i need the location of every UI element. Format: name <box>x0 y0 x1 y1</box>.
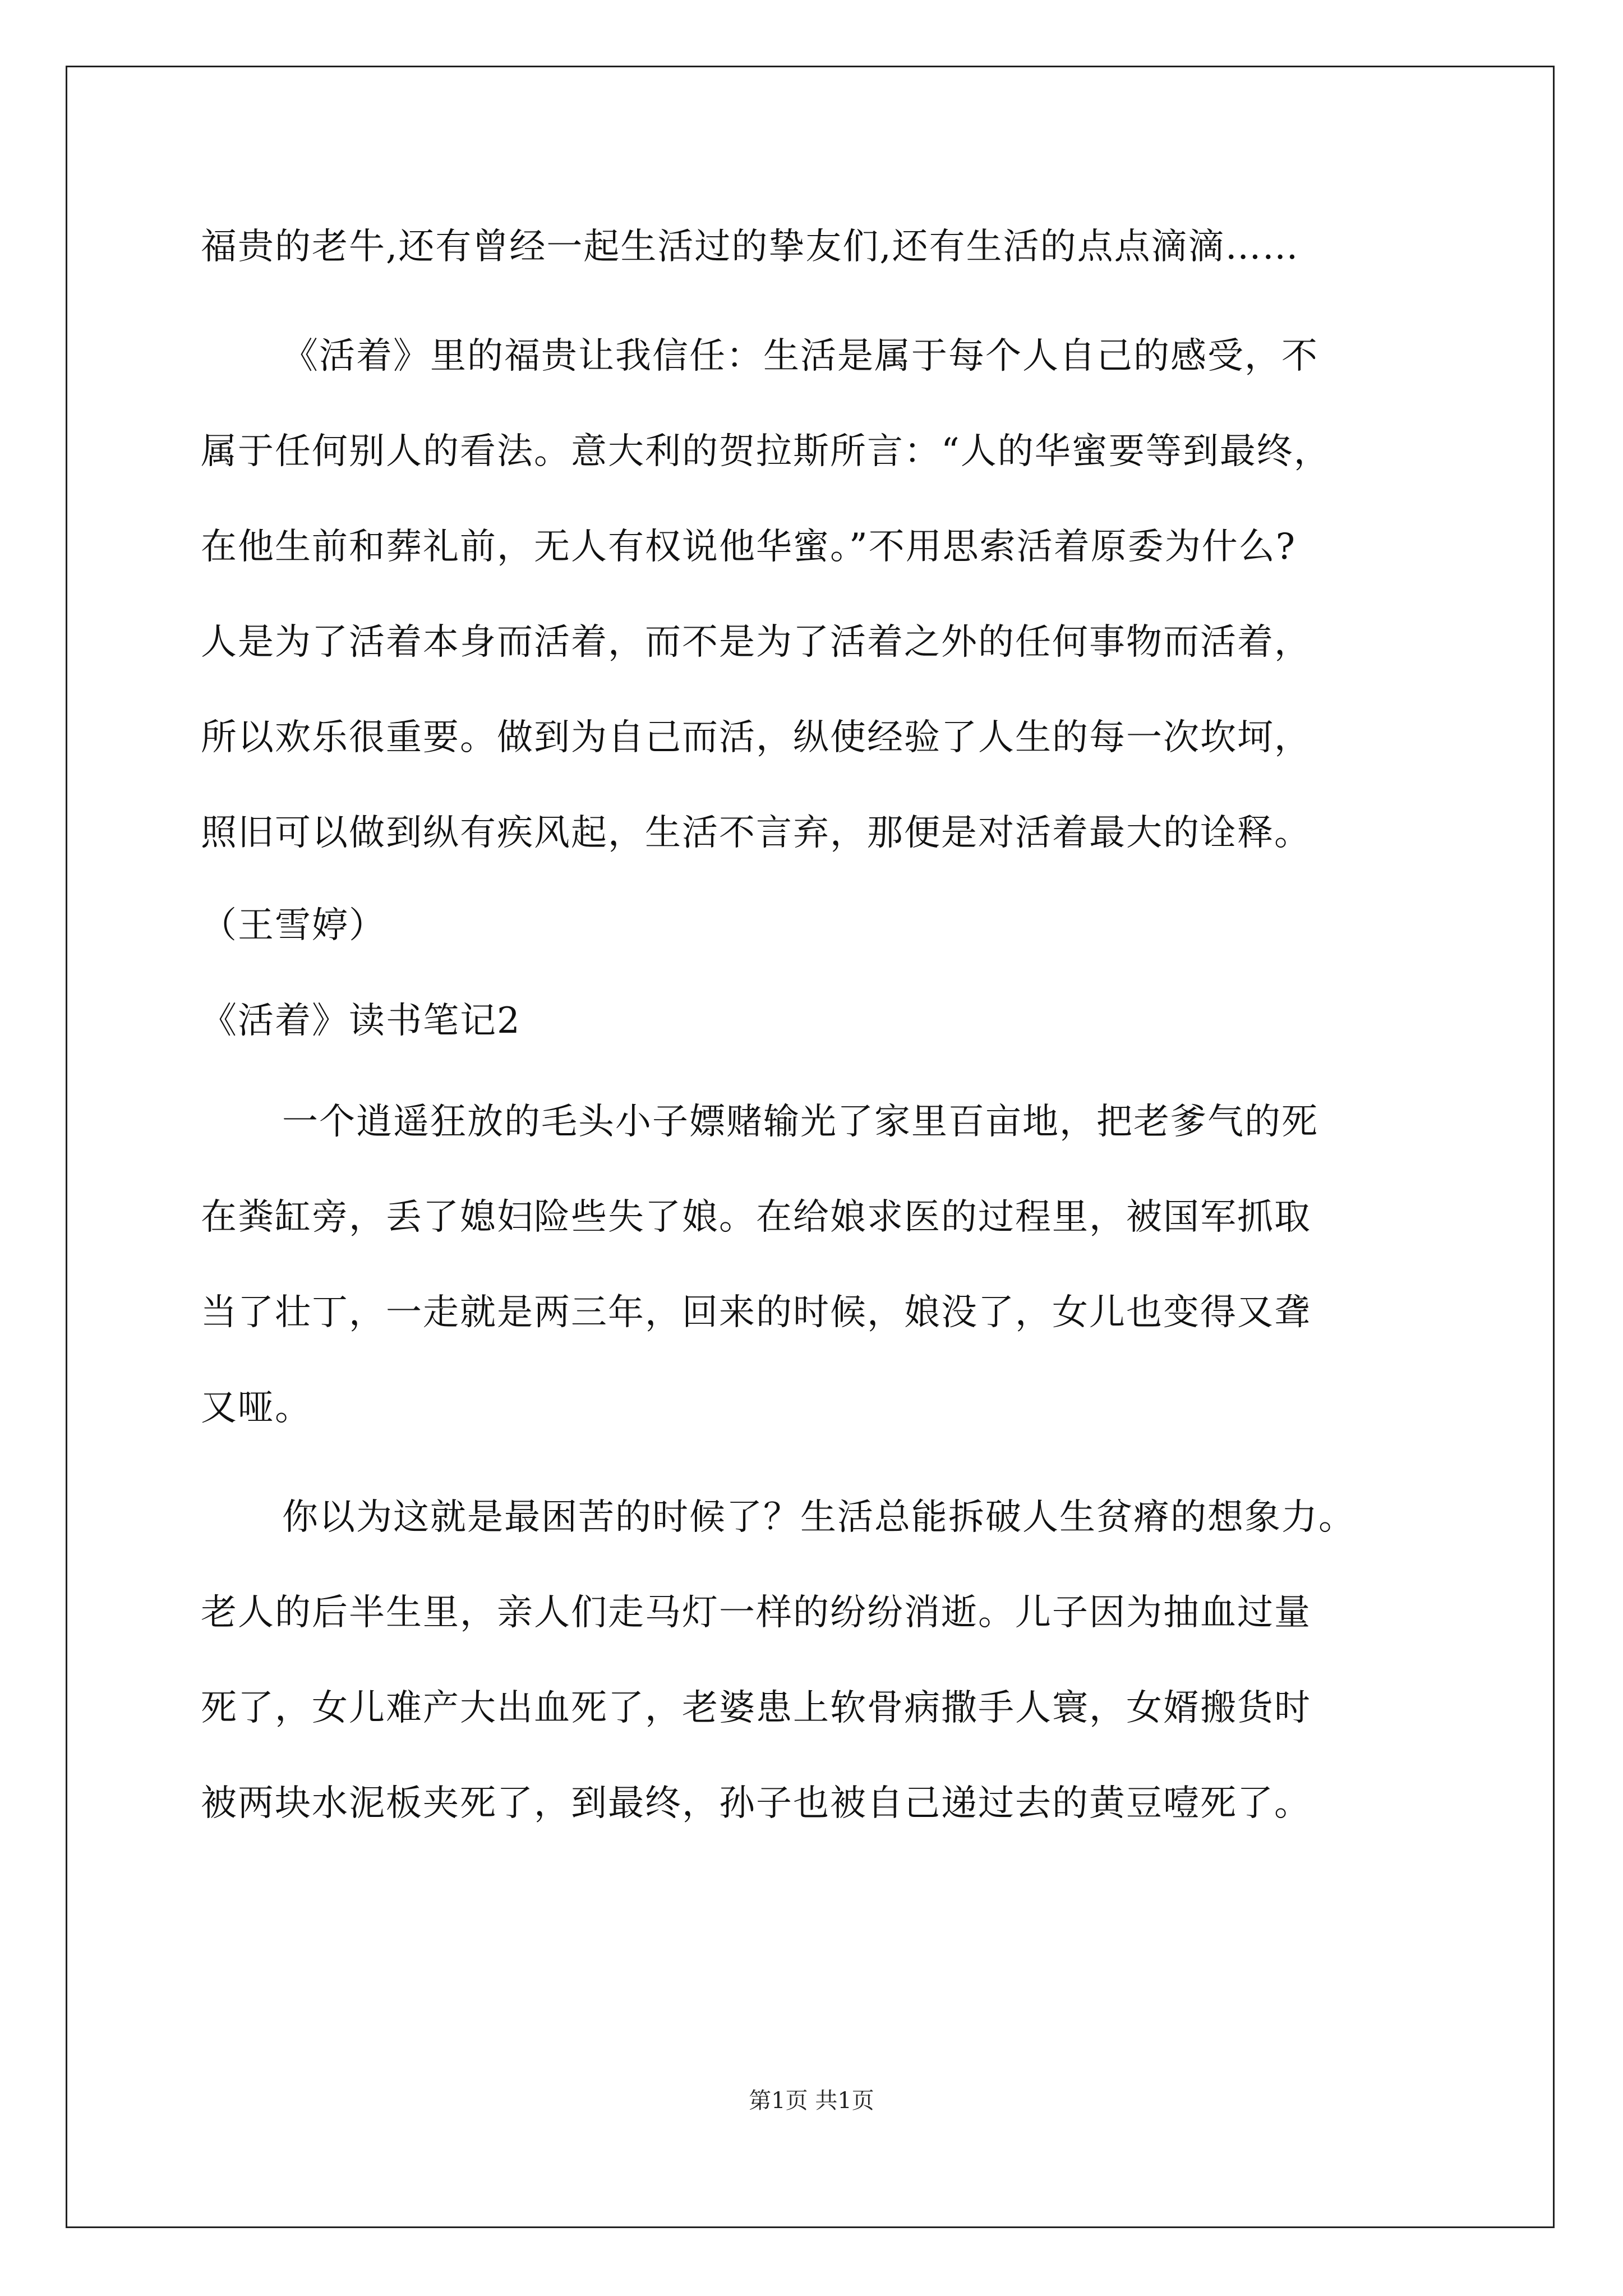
text-line: 属于任何别人的看法。意大利的贺拉斯所言：“人的华蜜要等到最终， <box>201 431 1331 472</box>
section-heading: 《活着》读书笔记2 <box>201 1000 521 1042</box>
text-line: 老人的后半生里，亲人们走马灯一样的纷纷消逝。儿子因为抽血过量 <box>201 1592 1311 1634</box>
page-border <box>66 66 1555 2228</box>
text-line: 照旧可以做到纵有疾风起，生活不言弃，那便是对活着最大的诠释。 <box>201 812 1311 854</box>
text-line: 《活着》里的福贵让我信任：生活是属于每个人自己的感受，不 <box>282 335 1318 377</box>
text-line: 人是为了活着本身而活着，而不是为了活着之外的任何事物而活着， <box>201 622 1311 663</box>
text-line: 死了，女儿难产大出血死了，老婆患上软骨病撒手人寰，女婿搬货时 <box>201 1687 1311 1729</box>
author-credit: （王雪婷） <box>201 905 386 946</box>
text-line: 一个逍遥狂放的毛头小子嫖赌输光了家里百亩地，把老爹气的死 <box>282 1101 1318 1143</box>
text-line: 福贵的老牛,还有曾经一起生活过的挚友们,还有生活的点点滴滴…… <box>201 226 1299 268</box>
page-number-footer: 第1页 共1页 <box>749 2088 874 2114</box>
text-line: 又哑。 <box>201 1387 312 1429</box>
text-line: 在粪缸旁，丢了媳妇险些失了娘。在给娘求医的过程里，被国军抓取 <box>201 1197 1311 1238</box>
text-line: 你以为这就是最困苦的时候了？生活总能拆破人生贫瘠的想象力。 <box>282 1497 1355 1538</box>
text-line: 当了壮丁，一走就是两三年，回来的时候，娘没了，女儿也变得又聋 <box>201 1292 1311 1333</box>
text-line: 所以欢乐很重要。做到为自己而活，纵使经验了人生的每一次坎坷， <box>201 717 1311 758</box>
text-line: 在他生前和葬礼前，无人有权说他华蜜。”不用思索活着原委为什么? <box>201 526 1297 568</box>
text-line: 被两块水泥板夹死了，到最终，孙子也被自己递过去的黄豆噎死了。 <box>201 1783 1311 1824</box>
